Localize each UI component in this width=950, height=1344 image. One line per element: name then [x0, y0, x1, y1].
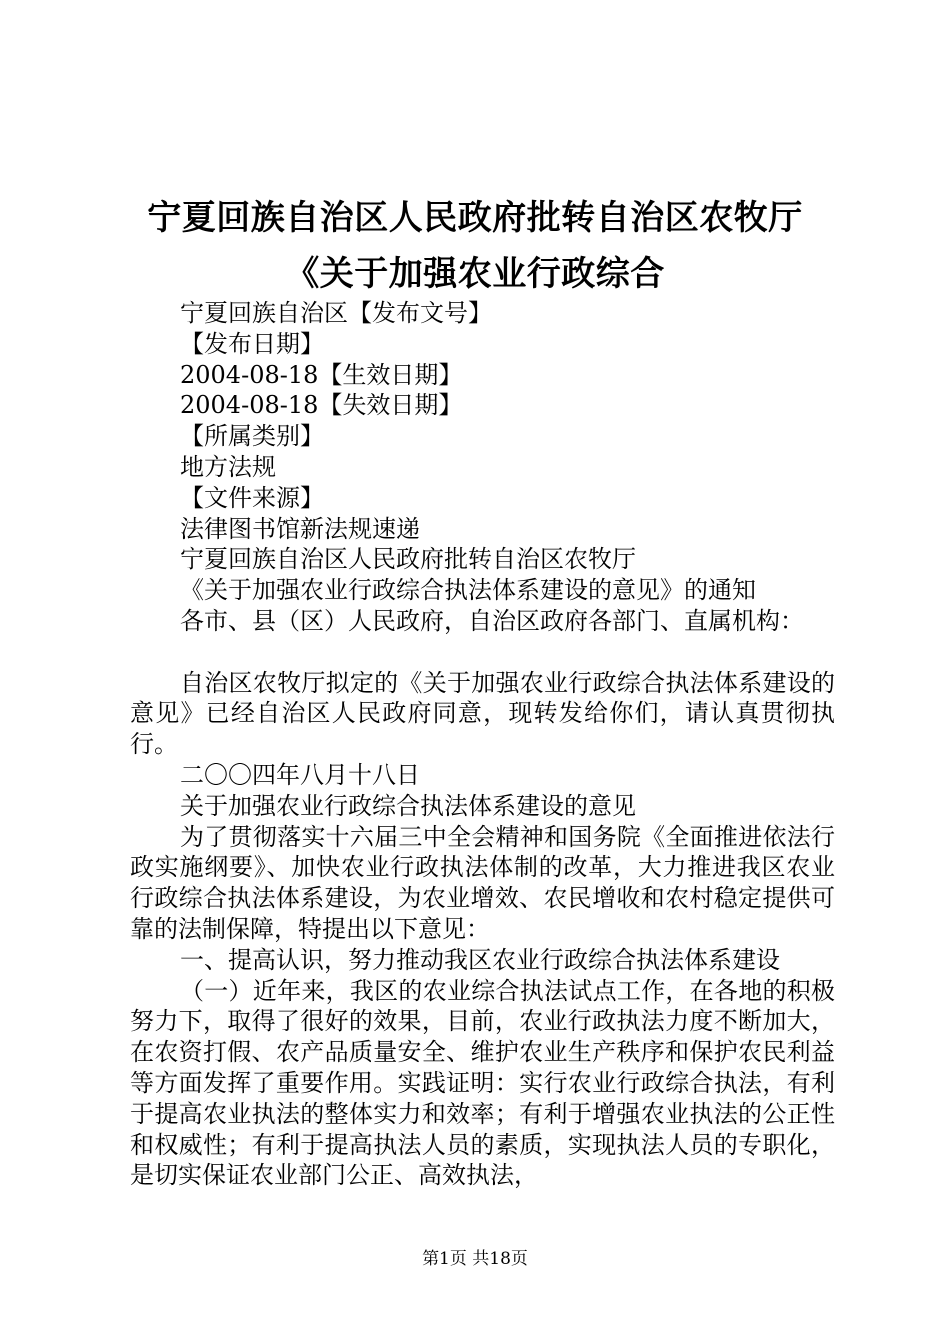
document-title-line-1: 宁夏回族自治区人民政府批转自治区农牧厅	[147, 198, 803, 238]
meta-line: 地方法规	[180, 452, 276, 481]
meta-line: 宁夏回族自治区【发布文号】	[180, 299, 492, 327]
section-heading: 一、提高认识，努力推动我区农业行政综合执法体系建设	[180, 945, 780, 974]
meta-line: 【发布日期】	[180, 329, 324, 358]
meta-line: 【所属类别】	[180, 422, 324, 451]
meta-line: 宁夏回族自治区人民政府批转自治区农牧厅	[180, 545, 636, 574]
date-line: 二〇〇四年八月十八日	[180, 760, 420, 789]
opinion-title: 关于加强农业行政综合执法体系建设的意见	[180, 791, 636, 820]
meta-line: 2004-08-18【失效日期】	[180, 391, 463, 420]
page-number-footer: 第1页 共18页	[422, 1249, 528, 1269]
blank-line	[130, 637, 835, 668]
document-body	[130, 298, 835, 1191]
document-title-line-2: 《关于加强农业行政综合	[285, 254, 665, 294]
meta-line: 2004-08-18【生效日期】	[180, 360, 463, 389]
body-paragraph: 为了贯彻落实十六届三中全会精神和国务院《全面推进依法行政实施纲要》、加快农业行政执法体制的改革，大力推进我区农业行政综合执法体系建设，为农业增效、农民增收和农村稳定提供可靠的法制保障，特提出以下意见：	[130, 822, 835, 943]
body-paragraph: 自治区农牧厅拟定的《关于加强农业行政综合执法体系建设的意见》已经自治区人民政府同意，现转发给你们，请认真贯彻执行。	[130, 668, 835, 759]
body-paragraph: （一）近年来，我区的农业综合执法试点工作，在各地的积极努力下，取得了很好的效果，目前，农业行政执法力度不断加大，在农资打假、农产品质量安全、维护农业生产秩序和保护农民利益等方面发挥了重要作用。实践证明：实行农业行政综合执法，有利于提高农业执法的整体实力和效率；有利于增强农业执法的公正性和权威性；有利于提高执法人员的素质，实现执法人员的专职化，是切实保证农业部门公正、高效执法，	[130, 976, 835, 1190]
meta-line: 法律图书馆新法规速递	[180, 514, 420, 543]
addressee-line: 各市、县（区）人民政府，自治区政府各部门、直属机构：	[180, 606, 804, 635]
meta-line: 【文件来源】	[180, 483, 324, 512]
meta-line: 《关于加强农业行政综合执法体系建设的意见》的通知	[180, 576, 756, 605]
